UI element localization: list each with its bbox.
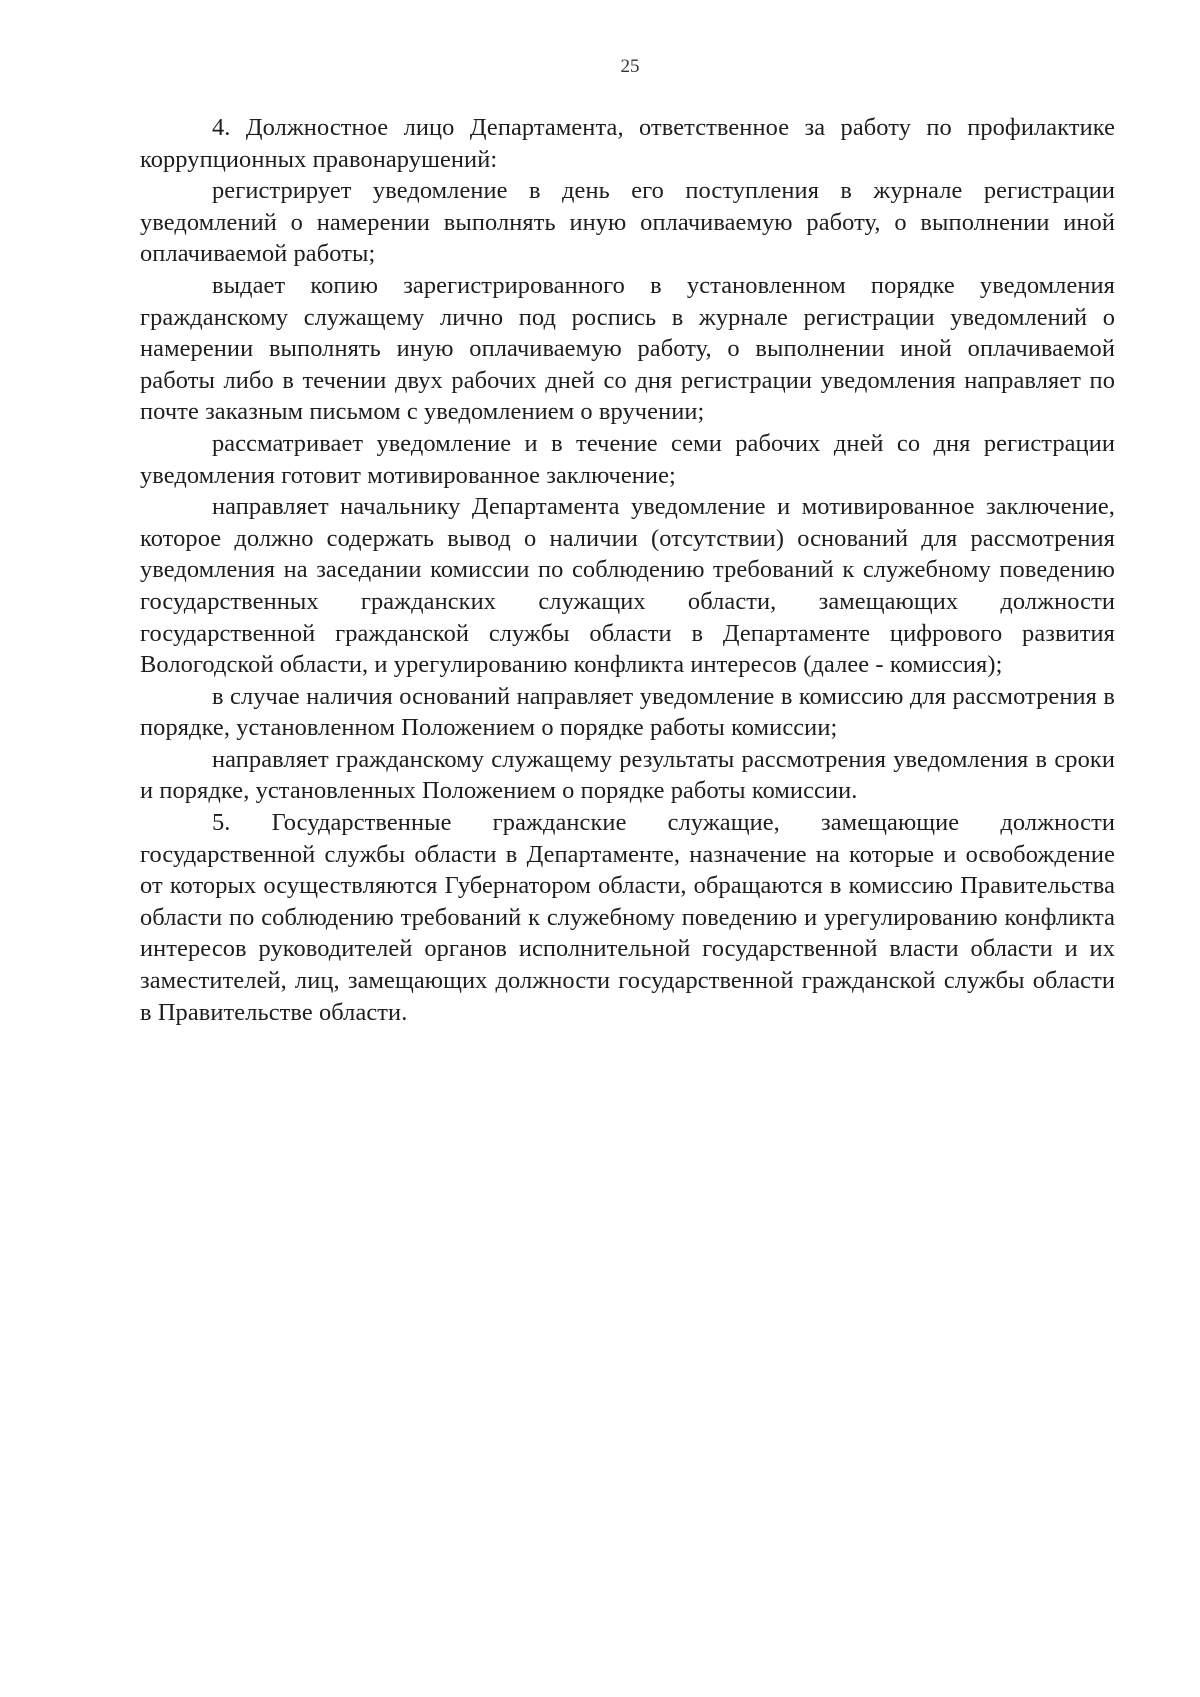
paragraph-sends-to-head: направляет начальнику Департамента уведомление и мотивированное заключение, которое должно содержать вывод о наличии (отсутствии) оснований для рассмотрения уведомления на заседании комиссии по соблюдению требований к служебному поведению государственных гражданских служащих области, замещающих должности государственной гражданской службы области в Департаменте цифрового развития Вологодской области, и урегулированию конфликта интересов (далее - комиссия); (140, 493, 1115, 679)
page-number: 25 (620, 56, 640, 77)
paragraph-item-4-intro: 4. Должностное лицо Департамента, ответственное за работу по профилактике коррупционных правонарушений: (140, 114, 1115, 173)
paragraph-item-5: 5. Государственные гражданские служащие, замещающие должности государственной службы области в Департаменте, назначение на которые и освобождение от которых осуществляются Губернатором области, обращаются в комиссию Правительства области по соблюдению требований к служебному поведению и урегулированию конфликта интересов руководителей органов исполнительной государственной власти области и их заместителей, лиц, замещающих должности государственной гражданской службы области в Правительстве области. (140, 809, 1115, 1026)
paragraph-reviews-notice: рассматривает уведомление и в течение семи рабочих дней со дня регистрации уведомления готовит мотивированное заключение; (140, 429, 1115, 489)
paragraph-registers-notice: регистрирует уведомление в день его поступления в журнале регистрации уведомлений о намерении выполнять иную оплачиваемую работу, о выполнении иной оплачиваемой работы; (140, 177, 1115, 268)
paragraph-sends-results: направляет гражданскому служащему результаты рассмотрения уведомления в сроки и порядке, установленных Положением о порядке работы комиссии. (140, 745, 1115, 805)
document-body (140, 112, 1115, 1028)
paragraph-sends-to-commission: в случае наличия оснований направляет уведомление в комиссию для рассмотрения в порядке, установленном Положением о порядке работы комиссии; (140, 682, 1115, 742)
paragraph-issues-copy: выдает копию зарегистрированного в установленном порядке уведомления гражданскому служащему лично под роспись в журнале регистрации уведомлений о намерении выполнять иную оплачиваемую работу, о выполнении иной оплачиваемой работы либо в течении двух рабочих дней со дня регистрации уведомления направляет по почте заказным письмом с уведомлением о вручении; (140, 271, 1115, 426)
